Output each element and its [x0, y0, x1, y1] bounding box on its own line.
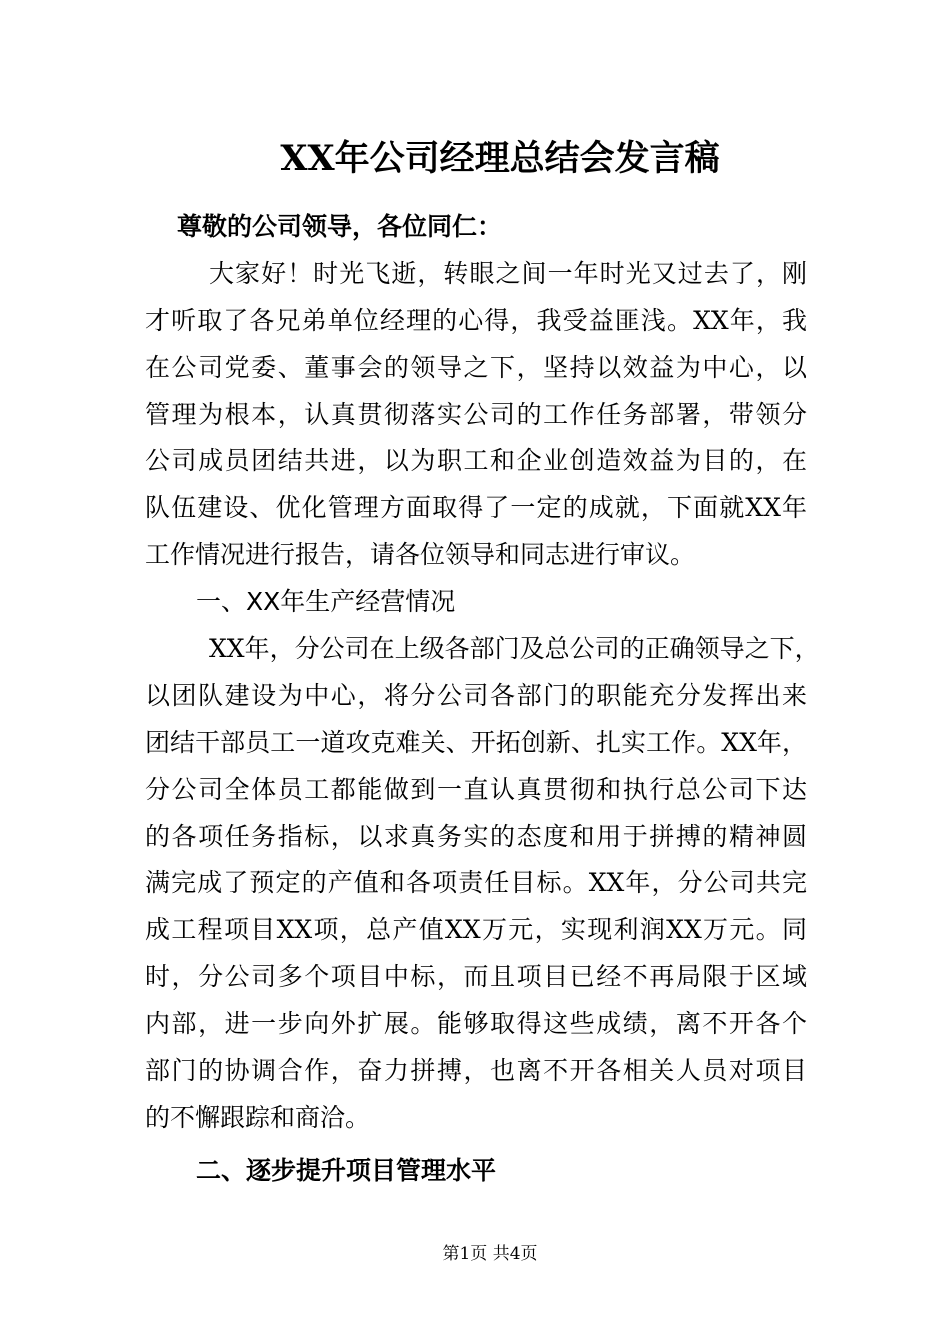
paragraph-line: 部门的协调合作，奋力拼搏，也离不开各相关人员对项目 — [145, 1056, 807, 1086]
paragraph-line: 大家好！时光飞逝，转眼之间一年时光又过去了，刚 — [209, 258, 807, 288]
paragraph-line: 以团队建设为中心，将分公司各部门的职能充分发挥出来 — [145, 680, 807, 710]
paragraph-line: 分公司全体员工都能做到一直认真贯彻和执行总公司下达 — [145, 774, 807, 804]
paragraph-line: 内部，进一步向外扩展。能够取得这些成绩，离不开各个 — [145, 1009, 807, 1039]
paragraph-line: 的不懈跟踪和商洽。 — [145, 1102, 371, 1132]
paragraph-line: 时，分公司多个项目中标，而且项目已经不再局限于区域 — [145, 962, 807, 992]
salutation: 尊敬的公司领导，各位同仁： — [177, 212, 503, 241]
section-heading-1: 一、XX年生产经营情况 — [196, 587, 456, 617]
paragraph-line: 工作情况进行报告，请各位领导和同志进行审议。 — [145, 540, 696, 570]
document-title: XX年公司经理总结会发言稿 — [280, 138, 720, 179]
paragraph-line: 队伍建设、优化管理方面取得了一定的成就，下面就XX年 — [145, 493, 807, 523]
paragraph-line: 成工程项目XX项，总产值XX万元，实现利润XX万元。同 — [145, 915, 807, 945]
paragraph-line: 的各项任务指标，以求真务实的态度和用于拼搏的精神圆 — [145, 821, 807, 851]
paragraph-line: 才听取了各兄弟单位经理的心得，我受益匪浅。XX年，我 — [145, 305, 807, 335]
document-body — [145, 204, 820, 1195]
paragraph-line: 满完成了预定的产值和各项责任目标。XX年，分公司共完 — [145, 868, 807, 898]
paragraph-line: 在公司党委、董事会的领导之下，坚持以效益为中心，以 — [145, 352, 807, 382]
paragraph-line: 管理为根本，认真贯彻落实公司的工作任务部署，带领分 — [145, 399, 807, 429]
page-footer: 第1页 共4页 — [442, 1244, 538, 1264]
paragraph-line: XX年，分公司在上级各部门及总公司的正确领导之下， — [209, 634, 820, 664]
paragraph-line: 团结干部员工一道攻克难关、开拓创新、扎实工作。XX年， — [145, 727, 807, 757]
section-heading-2: 二、逐步提升项目管理水平 — [196, 1155, 497, 1185]
paragraph-line: 公司成员团结共进，以为职工和企业创造效益为目的，在 — [145, 446, 807, 476]
